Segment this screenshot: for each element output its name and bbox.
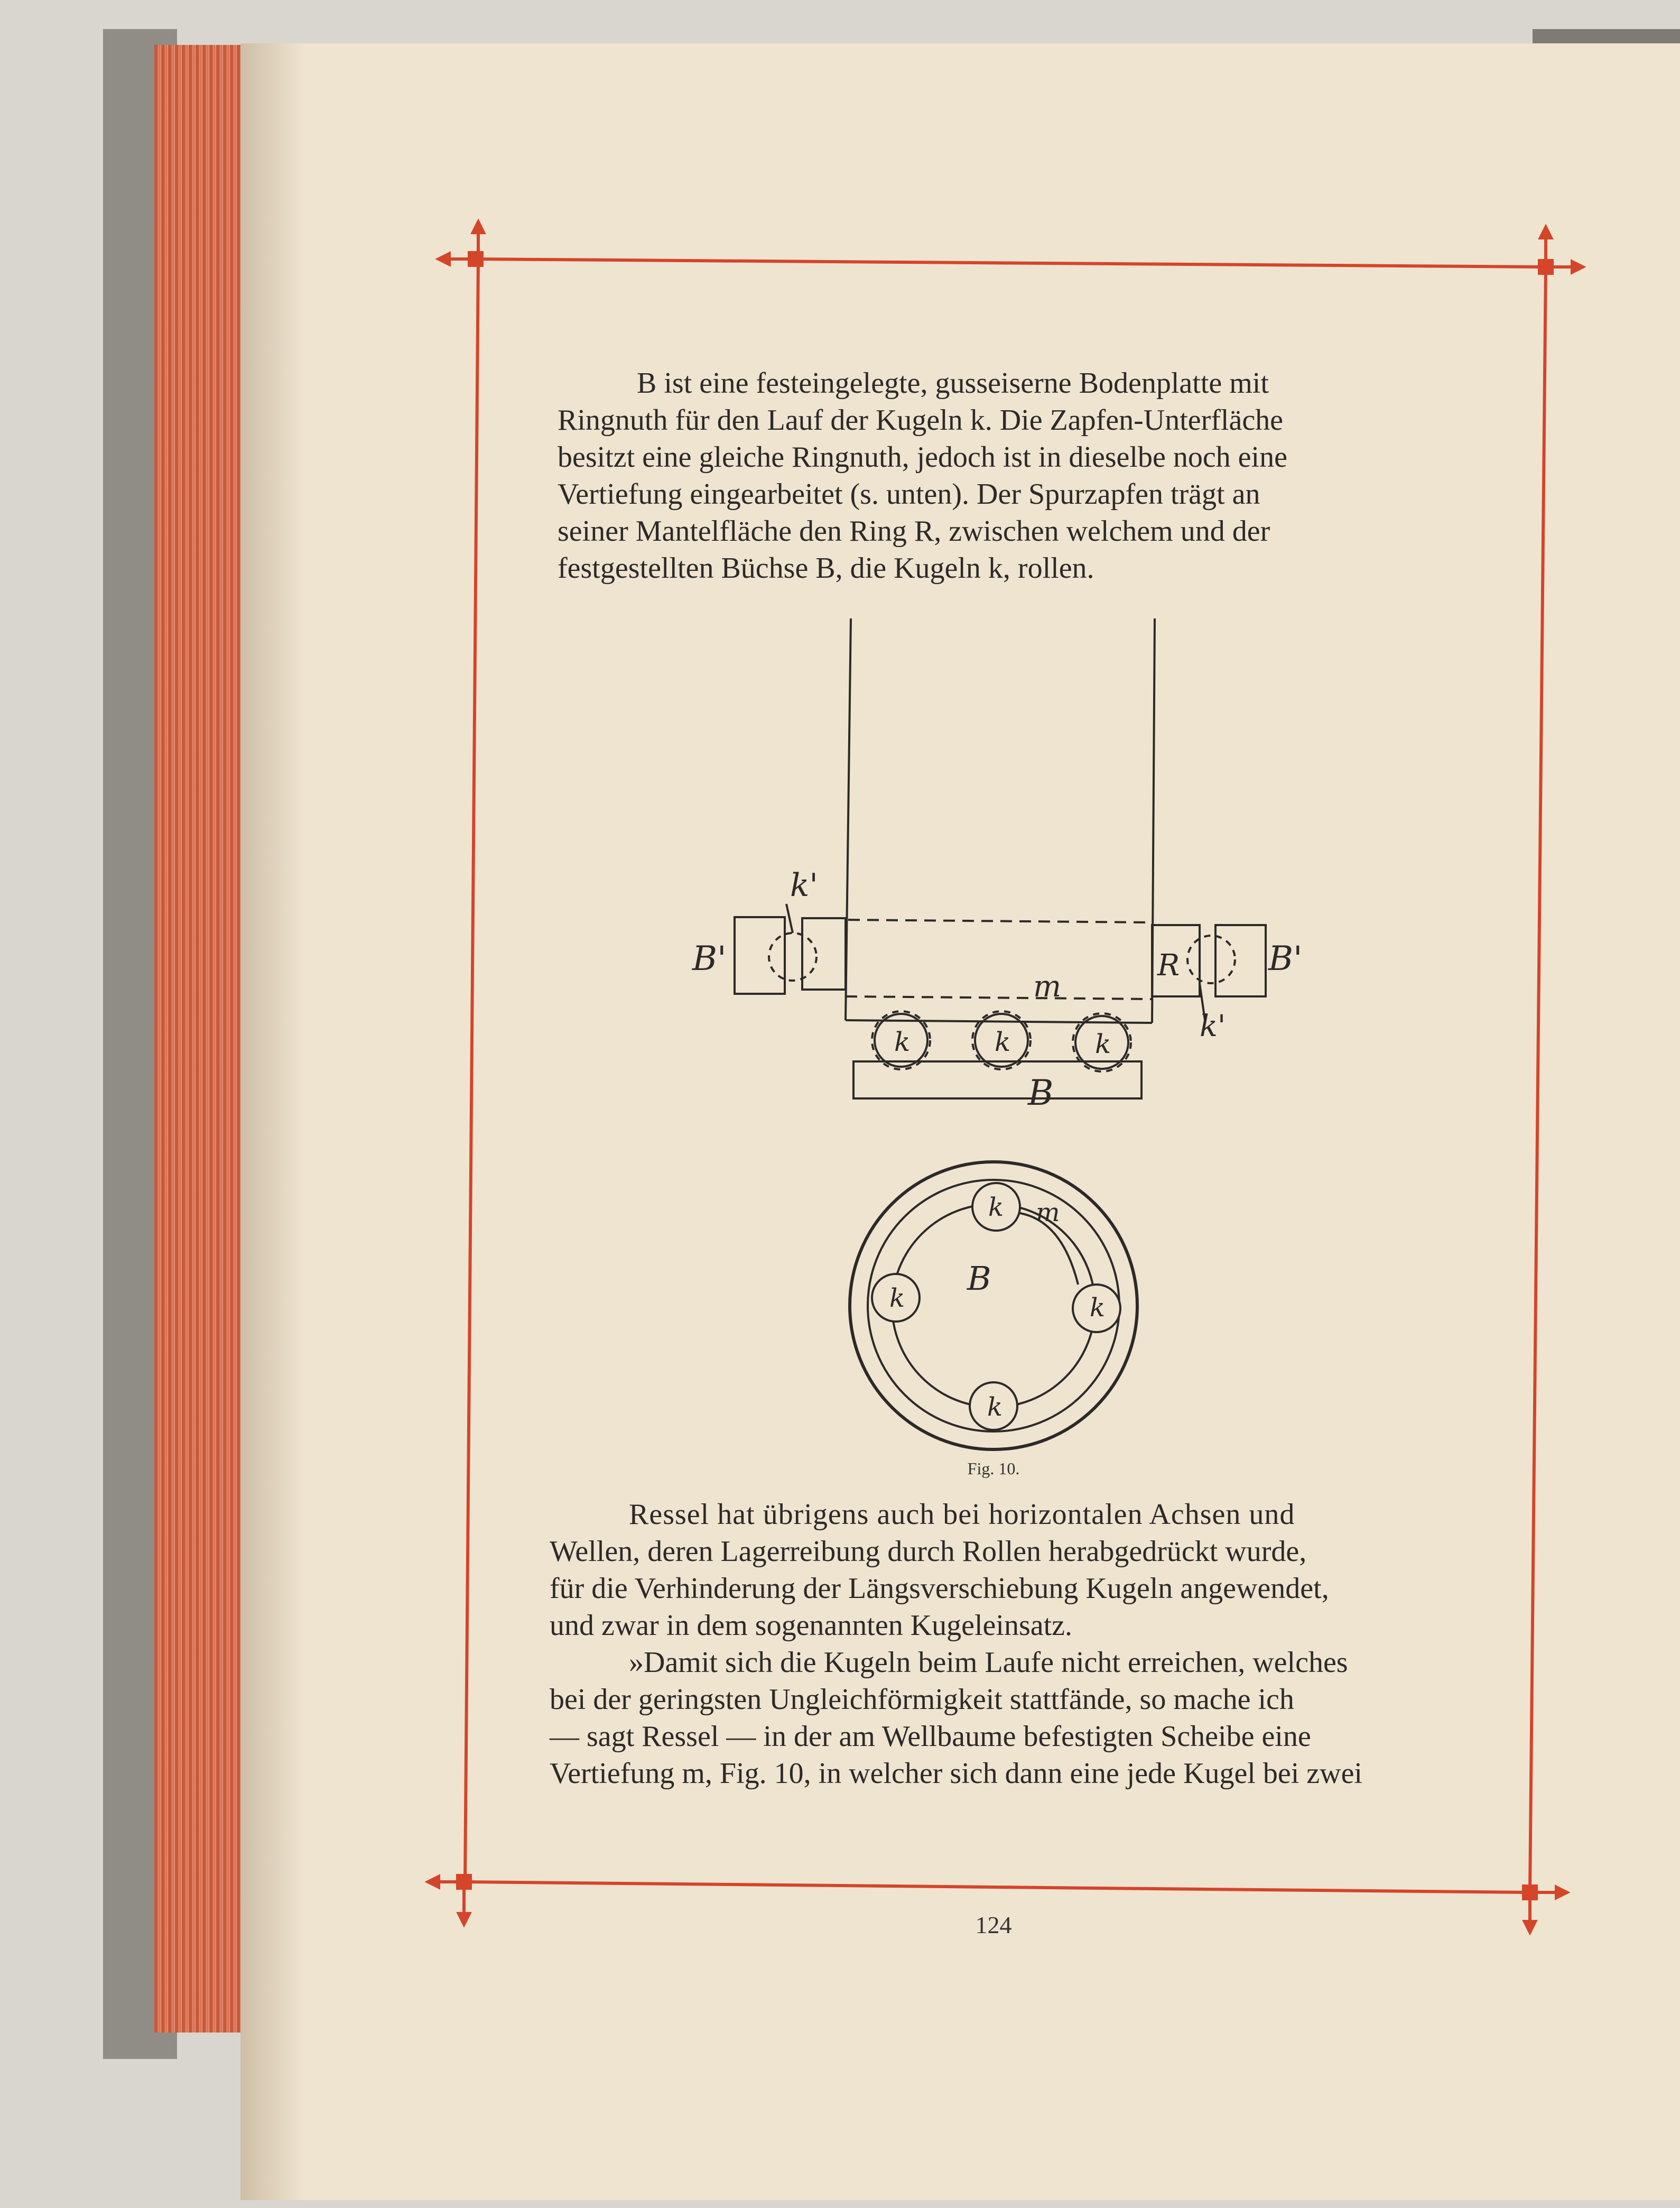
label-k-prime-right: k' — [1200, 1009, 1226, 1043]
label-k-ball-2: k — [995, 1027, 1011, 1057]
text-line: für die Verhinderung der Längsverschiebung Kugeln angewendet, — [550, 1572, 1329, 1605]
bushing-left — [735, 917, 785, 994]
label-k-prime-left: k' — [790, 867, 818, 904]
label-k-ball-3: k — [1095, 1029, 1111, 1059]
text-line: Ringnuth für den Lauf der Kugeln k. Die Zapfen-Unterfläche — [558, 404, 1284, 437]
figure-caption: Fig. 10. — [967, 1459, 1020, 1478]
bushing-right — [1215, 925, 1266, 996]
text-line: besitzt eine gleiche Ringnuth, jedoch ist in dieselbe noch eine — [558, 441, 1287, 474]
text-line: bei der geringsten Ungleichförmigkeit stattfände, so mache ich — [550, 1683, 1294, 1716]
label-b-plan: B — [967, 1259, 991, 1298]
label-m-side: m — [1033, 969, 1062, 1004]
text-line: — sagt Ressel — in der am Wellbaume befestigten Scheibe eine — [550, 1720, 1311, 1753]
text-line: »Damit sich die Kugeln beim Laufe nicht erreichen, welches — [629, 1646, 1348, 1679]
label-k-plan-top: k — [988, 1193, 1004, 1222]
label-k-ball-1: k — [894, 1027, 911, 1057]
text-line: festgestellten Büchse B, die Kugeln k, rollen. — [558, 552, 1094, 585]
label-b-side: B — [1028, 1073, 1054, 1113]
text-line: und zwar in dem sogenannten Kugeleinsatz. — [550, 1609, 1073, 1642]
text-line: seiner Mantelfläche den Ring R, zwischen welchem und der — [558, 515, 1270, 548]
text-line: Vertiefung m, Fig. 10, in welcher sich dann eine jede Kugel bei zwei — [550, 1757, 1362, 1790]
label-k-plan-right: k — [1090, 1293, 1106, 1323]
label-m-plan: m — [1036, 1198, 1060, 1227]
text-line: B ist eine festeingelegte, gusseiserne Bodenplatte mit — [637, 367, 1269, 400]
paragraph-2 — [550, 1496, 1448, 1644]
paragraph-3 — [550, 1644, 1448, 1792]
label-r: R — [1157, 948, 1180, 983]
page-number: 124 — [975, 1911, 1012, 1938]
text-line: Vertiefung eingearbeitet (s. unten). Der Spurzapfen trägt an — [558, 478, 1260, 511]
text-line: Ressel hat übrigens auch bei horizontalen Achsen und — [629, 1498, 1295, 1531]
label-b-prime-right: B' — [1268, 939, 1303, 978]
label-b-prime-left: B' — [692, 939, 727, 978]
label-k-plan-left: k — [889, 1283, 905, 1313]
text-line: Wellen, deren Lagerreibung durch Rollen herabgedrückt wurde, — [550, 1535, 1307, 1568]
ring-left — [802, 918, 846, 990]
race-inner — [892, 1204, 1095, 1407]
label-k-plan-bottom: k — [987, 1392, 1003, 1422]
